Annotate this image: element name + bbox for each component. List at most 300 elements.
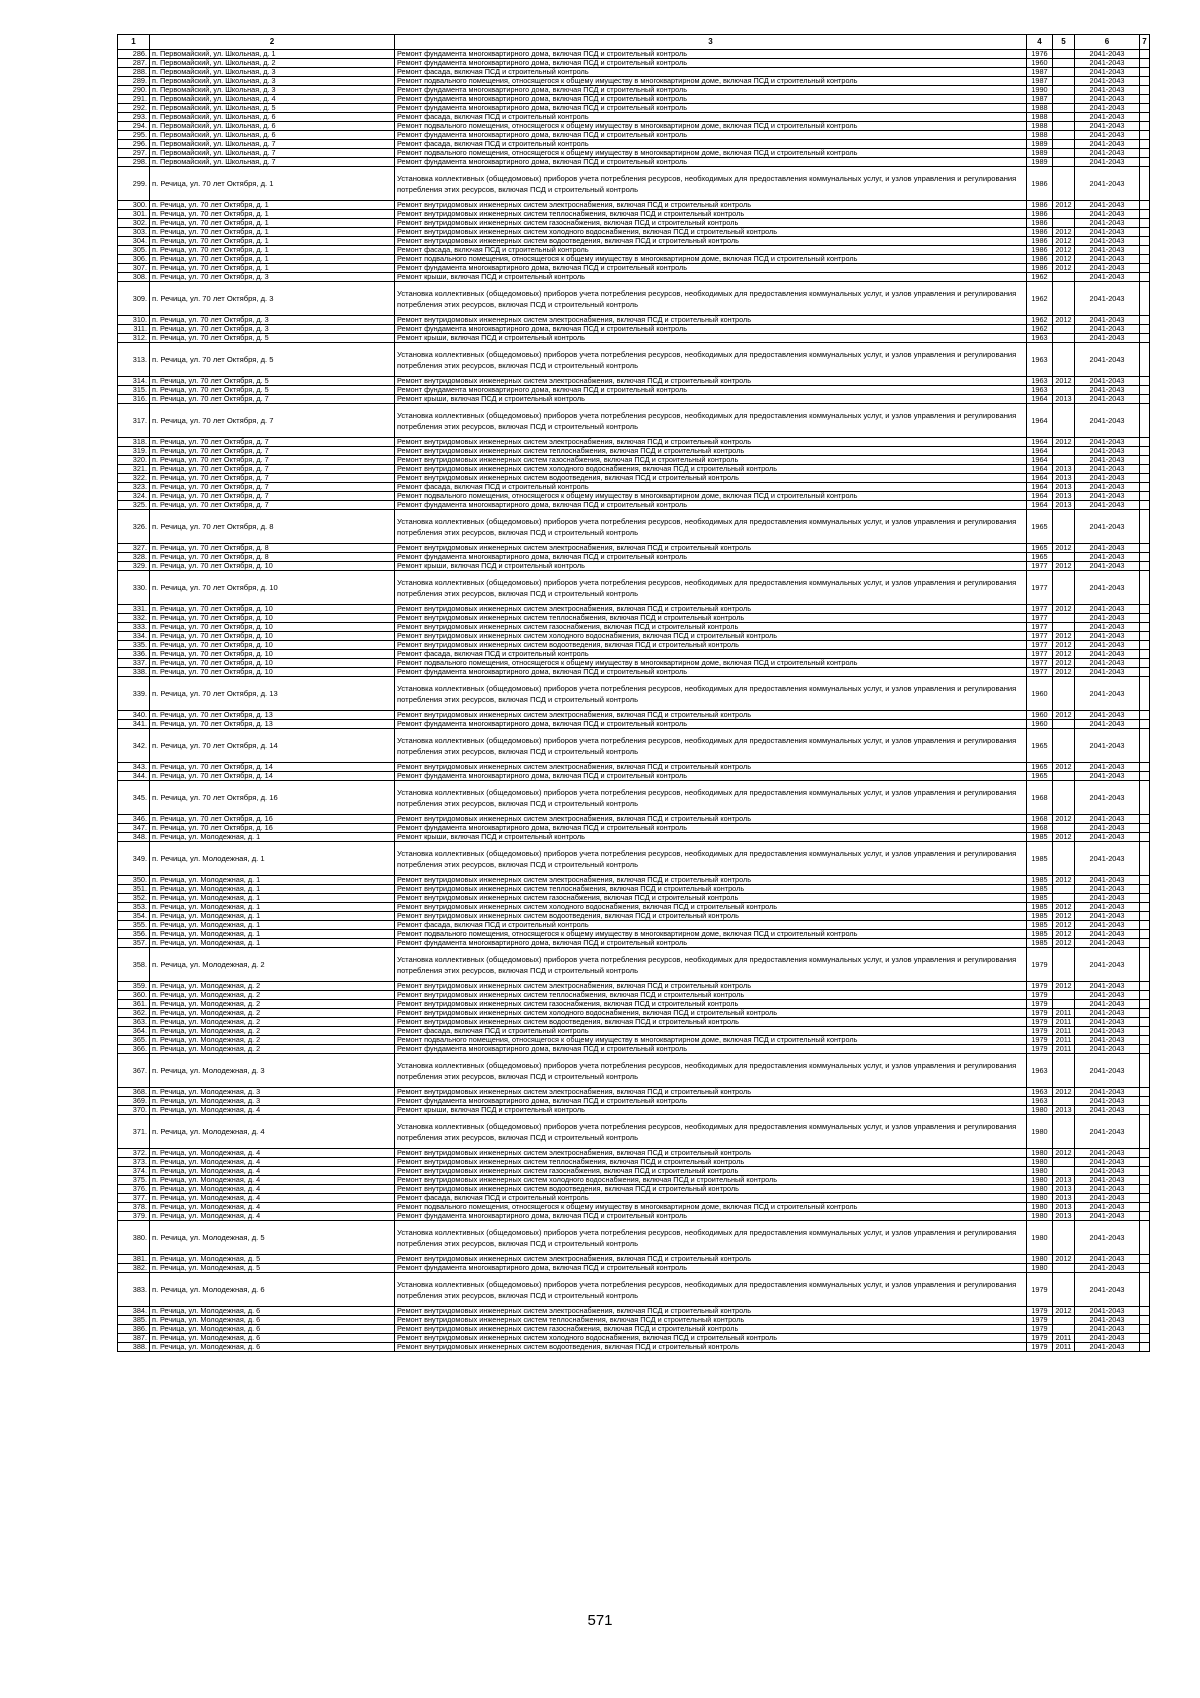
row-last-repair-year (1053, 614, 1075, 623)
row-work-type: Ремонт фасада, включая ПСД и строительный контроль (395, 68, 1027, 77)
row-work-type: Ремонт фундамента многоквартирного дома, включая ПСД и строительный контроль (395, 1097, 1027, 1106)
row-last-repair-year (1053, 571, 1075, 605)
row-planned-period: 2041-2043 (1075, 921, 1140, 930)
row-col-7 (1140, 113, 1150, 122)
row-work-type: Ремонт фундамента многоквартирного дома, включая ПСД и строительный контроль (395, 264, 1027, 273)
row-work-type: Ремонт внутридомовых инженерных систем электроснабжения, включая ПСД и строительный контроль (395, 876, 1027, 885)
row-last-repair-year: 2011 (1053, 1036, 1075, 1045)
row-number: 357. (118, 939, 150, 948)
row-number: 385. (118, 1316, 150, 1325)
row-number: 338. (118, 668, 150, 677)
table-row (118, 1255, 1150, 1264)
row-last-repair-year: 2011 (1053, 1045, 1075, 1054)
row-number: 308. (118, 273, 150, 282)
row-last-repair-year: 2012 (1053, 237, 1075, 246)
row-number: 371. (118, 1115, 150, 1149)
row-address: п. Речица, ул. 70 лет Октября, д. 7 (150, 404, 395, 438)
table-row (118, 95, 1150, 104)
row-address: п. Речица, ул. Молодежная, д. 3 (150, 1054, 395, 1088)
table-row (118, 948, 1150, 982)
row-planned-period: 2041-2043 (1075, 113, 1140, 122)
table-row (118, 104, 1150, 113)
row-year-built: 1979 (1027, 1009, 1053, 1018)
row-planned-period: 2041-2043 (1075, 1115, 1140, 1149)
row-planned-period: 2041-2043 (1075, 447, 1140, 456)
row-address: п. Первомайский, ул. Школьная, д. 6 (150, 122, 395, 131)
row-planned-period: 2041-2043 (1075, 59, 1140, 68)
row-planned-period: 2041-2043 (1075, 334, 1140, 343)
row-year-built: 1963 (1027, 1097, 1053, 1106)
row-last-repair-year (1053, 729, 1075, 763)
row-col-7 (1140, 1054, 1150, 1088)
row-address: п. Речица, ул. Молодежная, д. 3 (150, 1088, 395, 1097)
row-last-repair-year: 2013 (1053, 1176, 1075, 1185)
row-work-type: Ремонт фасада, включая ПСД и строительный контроль (395, 113, 1027, 122)
row-address: п. Речица, ул. Молодежная, д. 5 (150, 1221, 395, 1255)
row-address: п. Речица, ул. Молодежная, д. 2 (150, 982, 395, 991)
row-last-repair-year (1053, 720, 1075, 729)
row-planned-period: 2041-2043 (1075, 605, 1140, 614)
row-col-7 (1140, 562, 1150, 571)
row-number: 311. (118, 325, 150, 334)
table-row (118, 815, 1150, 824)
table-row (118, 632, 1150, 641)
row-year-built: 1962 (1027, 282, 1053, 316)
row-number: 316. (118, 395, 150, 404)
row-planned-period: 2041-2043 (1075, 404, 1140, 438)
row-col-7 (1140, 404, 1150, 438)
row-number: 372. (118, 1149, 150, 1158)
row-planned-period: 2041-2043 (1075, 149, 1140, 158)
row-col-7 (1140, 1221, 1150, 1255)
row-address: п. Речица, ул. 70 лет Октября, д. 3 (150, 325, 395, 334)
table-row (118, 210, 1150, 219)
row-col-7 (1140, 483, 1150, 492)
table-row (118, 201, 1150, 210)
row-planned-period: 2041-2043 (1075, 201, 1140, 210)
row-number: 348. (118, 833, 150, 842)
row-col-7 (1140, 1027, 1150, 1036)
row-address: п. Речица, ул. 70 лет Октября, д. 1 (150, 219, 395, 228)
row-last-repair-year (1053, 677, 1075, 711)
table-row (118, 158, 1150, 167)
table-row (118, 492, 1150, 501)
row-address: п. Речица, ул. 70 лет Октября, д. 3 (150, 316, 395, 325)
row-last-repair-year: 2012 (1053, 246, 1075, 255)
row-last-repair-year (1053, 1054, 1075, 1088)
row-work-type: Ремонт подвального помещения, относящегося к общему имуществу в многоквартирном доме, включая ПСД и строительный контроль (395, 122, 1027, 131)
row-planned-period: 2041-2043 (1075, 991, 1140, 1000)
row-col-7 (1140, 605, 1150, 614)
row-planned-period: 2041-2043 (1075, 876, 1140, 885)
table-row (118, 1018, 1150, 1027)
row-year-built: 1988 (1027, 131, 1053, 140)
row-year-built: 1977 (1027, 668, 1053, 677)
table-row (118, 1325, 1150, 1334)
row-number: 299. (118, 167, 150, 201)
row-work-type: Ремонт внутридомовых инженерных систем холодного водоснабжения, включая ПСД и строительный контроль (395, 903, 1027, 912)
row-work-type: Ремонт фундамента многоквартирного дома, включая ПСД и строительный контроль (395, 772, 1027, 781)
row-last-repair-year: 2011 (1053, 1027, 1075, 1036)
row-number: 331. (118, 605, 150, 614)
row-planned-period: 2041-2043 (1075, 824, 1140, 833)
row-col-7 (1140, 86, 1150, 95)
table-row (118, 1203, 1150, 1212)
table-row (118, 377, 1150, 386)
row-number: 295. (118, 131, 150, 140)
row-address: п. Речица, ул. 70 лет Октября, д. 7 (150, 395, 395, 404)
row-number: 304. (118, 237, 150, 246)
row-last-repair-year (1053, 122, 1075, 131)
row-address: п. Речица, ул. 70 лет Октября, д. 7 (150, 438, 395, 447)
row-planned-period: 2041-2043 (1075, 86, 1140, 95)
table-row (118, 1221, 1150, 1255)
table-row (118, 1000, 1150, 1009)
row-last-repair-year (1053, 386, 1075, 395)
table-row (118, 824, 1150, 833)
row-last-repair-year: 2012 (1053, 201, 1075, 210)
row-year-built: 1962 (1027, 316, 1053, 325)
row-last-repair-year (1053, 210, 1075, 219)
row-work-type: Ремонт внутридомовых инженерных систем газоснабжения, включая ПСД и строительный контроль (395, 623, 1027, 632)
row-number: 379. (118, 1212, 150, 1221)
row-number: 345. (118, 781, 150, 815)
row-planned-period: 2041-2043 (1075, 77, 1140, 86)
row-work-type: Ремонт крыши, включая ПСД и строительный контроль (395, 833, 1027, 842)
row-last-repair-year: 2013 (1053, 465, 1075, 474)
row-work-type: Ремонт внутридомовых инженерных систем теплоснабжения, включая ПСД и строительный контроль (395, 991, 1027, 1000)
row-number: 317. (118, 404, 150, 438)
row-number: 373. (118, 1158, 150, 1167)
row-col-7 (1140, 815, 1150, 824)
row-number: 315. (118, 386, 150, 395)
row-address: п. Первомайский, ул. Школьная, д. 2 (150, 59, 395, 68)
row-planned-period: 2041-2043 (1075, 650, 1140, 659)
row-address: п. Первомайский, ул. Школьная, д. 6 (150, 113, 395, 122)
row-col-7 (1140, 167, 1150, 201)
table-row (118, 50, 1150, 59)
row-year-built: 1986 (1027, 237, 1053, 246)
row-last-repair-year: 2012 (1053, 939, 1075, 948)
row-year-built: 1968 (1027, 824, 1053, 833)
row-planned-period: 2041-2043 (1075, 815, 1140, 824)
row-year-built: 1977 (1027, 659, 1053, 668)
row-year-built: 1964 (1027, 447, 1053, 456)
row-year-built: 1964 (1027, 456, 1053, 465)
row-address: п. Речица, ул. 70 лет Октября, д. 16 (150, 815, 395, 824)
row-col-7 (1140, 59, 1150, 68)
row-last-repair-year: 2011 (1053, 1018, 1075, 1027)
row-col-7 (1140, 659, 1150, 668)
row-planned-period: 2041-2043 (1075, 1158, 1140, 1167)
row-last-repair-year: 2012 (1053, 641, 1075, 650)
row-year-built: 1960 (1027, 677, 1053, 711)
row-col-7 (1140, 894, 1150, 903)
table-row (118, 501, 1150, 510)
row-last-repair-year (1053, 447, 1075, 456)
row-col-7 (1140, 131, 1150, 140)
row-last-repair-year (1053, 1221, 1075, 1255)
row-year-built: 1980 (1027, 1255, 1053, 1264)
header-col-1: 1 (118, 35, 150, 50)
row-address: п. Речица, ул. Молодежная, д. 2 (150, 1009, 395, 1018)
row-work-type: Ремонт крыши, включая ПСД и строительный контроль (395, 1106, 1027, 1115)
row-year-built: 1979 (1027, 1343, 1053, 1352)
row-planned-period: 2041-2043 (1075, 474, 1140, 483)
row-year-built: 1980 (1027, 1167, 1053, 1176)
row-last-repair-year (1053, 158, 1075, 167)
row-planned-period: 2041-2043 (1075, 316, 1140, 325)
row-last-repair-year (1053, 113, 1075, 122)
row-last-repair-year: 2012 (1053, 438, 1075, 447)
table-row (118, 885, 1150, 894)
row-last-repair-year (1053, 991, 1075, 1000)
row-col-7 (1140, 1158, 1150, 1167)
table-row (118, 939, 1150, 948)
row-year-built: 1965 (1027, 553, 1053, 562)
row-number: 386. (118, 1325, 150, 1334)
row-planned-period: 2041-2043 (1075, 465, 1140, 474)
row-col-7 (1140, 343, 1150, 377)
row-work-type: Ремонт внутридомовых инженерных систем холодного водоснабжения, включая ПСД и строительный контроль (395, 1334, 1027, 1343)
row-last-repair-year (1053, 219, 1075, 228)
row-planned-period: 2041-2043 (1075, 1036, 1140, 1045)
row-planned-period: 2041-2043 (1075, 395, 1140, 404)
row-number: 322. (118, 474, 150, 483)
row-address: п. Речица, ул. 70 лет Октября, д. 5 (150, 377, 395, 386)
row-planned-period: 2041-2043 (1075, 1273, 1140, 1307)
row-last-repair-year: 2012 (1053, 763, 1075, 772)
row-address: п. Речица, ул. 70 лет Октября, д. 14 (150, 729, 395, 763)
row-last-repair-year: 2012 (1053, 668, 1075, 677)
register-sheet (117, 34, 1149, 1352)
row-col-7 (1140, 104, 1150, 113)
row-address: п. Речица, ул. Молодежная, д. 1 (150, 876, 395, 885)
row-work-type: Ремонт внутридомовых инженерных систем холодного водоснабжения, включая ПСД и строительный контроль (395, 1176, 1027, 1185)
row-year-built: 1960 (1027, 720, 1053, 729)
row-work-type: Ремонт фасада, включая ПСД и строительный контроль (395, 483, 1027, 492)
row-planned-period: 2041-2043 (1075, 912, 1140, 921)
row-last-repair-year: 2012 (1053, 1149, 1075, 1158)
row-planned-period: 2041-2043 (1075, 833, 1140, 842)
row-col-7 (1140, 273, 1150, 282)
row-last-repair-year (1053, 1325, 1075, 1334)
row-last-repair-year: 2012 (1053, 316, 1075, 325)
row-planned-period: 2041-2043 (1075, 1264, 1140, 1273)
row-address: п. Речица, ул. Молодежная, д. 1 (150, 833, 395, 842)
row-address: п. Речица, ул. Молодежная, д. 6 (150, 1343, 395, 1352)
table-row (118, 1273, 1150, 1307)
row-work-type: Ремонт внутридомовых инженерных систем электроснабжения, включая ПСД и строительный контроль (395, 1307, 1027, 1316)
row-last-repair-year: 2012 (1053, 876, 1075, 885)
row-address: п. Речица, ул. Молодежная, д. 4 (150, 1149, 395, 1158)
row-number: 303. (118, 228, 150, 237)
row-planned-period: 2041-2043 (1075, 1106, 1140, 1115)
row-year-built: 1980 (1027, 1149, 1053, 1158)
row-year-built: 1985 (1027, 930, 1053, 939)
row-number: 319. (118, 447, 150, 456)
row-number: 382. (118, 1264, 150, 1273)
row-work-type: Ремонт фундамента многоквартирного дома, включая ПСД и строительный контроль (395, 939, 1027, 948)
row-address: п. Речица, ул. Молодежная, д. 2 (150, 991, 395, 1000)
row-year-built: 1988 (1027, 104, 1053, 113)
row-number: 340. (118, 711, 150, 720)
row-planned-period: 2041-2043 (1075, 1097, 1140, 1106)
row-year-built: 1979 (1027, 1036, 1053, 1045)
row-last-repair-year: 2011 (1053, 1009, 1075, 1018)
row-work-type: Установка коллективных (общедомовых) приборов учета потребления ресурсов, необходимых для предоставления коммунальных услуг, и узлов управления и регулирования потребления этих ресурсов, включая ПСД и строительный контроль (395, 571, 1027, 605)
table-row (118, 1176, 1150, 1185)
row-address: п. Речица, ул. 70 лет Октября, д. 10 (150, 659, 395, 668)
table-row (118, 219, 1150, 228)
row-planned-period: 2041-2043 (1075, 1194, 1140, 1203)
row-year-built: 1986 (1027, 219, 1053, 228)
table-row (118, 113, 1150, 122)
row-address: п. Первомайский, ул. Школьная, д. 3 (150, 77, 395, 86)
table-row (118, 86, 1150, 95)
row-work-type: Ремонт фундамента многоквартирного дома, включая ПСД и строительный контроль (395, 104, 1027, 113)
row-number: 323. (118, 483, 150, 492)
row-address: п. Речица, ул. 70 лет Октября, д. 13 (150, 677, 395, 711)
row-planned-period: 2041-2043 (1075, 781, 1140, 815)
row-address: п. Речица, ул. Молодежная, д. 1 (150, 842, 395, 876)
row-number: 328. (118, 553, 150, 562)
row-planned-period: 2041-2043 (1075, 456, 1140, 465)
row-last-repair-year: 2013 (1053, 1212, 1075, 1221)
row-number: 362. (118, 1009, 150, 1018)
row-address: п. Речица, ул. Молодежная, д. 2 (150, 1036, 395, 1045)
row-number: 350. (118, 876, 150, 885)
row-address: п. Речица, ул. Молодежная, д. 6 (150, 1307, 395, 1316)
row-work-type: Ремонт внутридомовых инженерных систем водоотведения, включая ПСД и строительный контроль (395, 1018, 1027, 1027)
row-work-type: Ремонт фундамента многоквартирного дома, включая ПСД и строительный контроль (395, 668, 1027, 677)
row-number: 334. (118, 632, 150, 641)
row-work-type: Ремонт фундамента многоквартирного дома, включая ПСД и строительный контроль (395, 824, 1027, 833)
row-work-type: Ремонт внутридомовых инженерных систем электроснабжения, включая ПСД и строительный контроль (395, 377, 1027, 386)
row-work-type: Ремонт фундамента многоквартирного дома, включая ПСД и строительный контроль (395, 59, 1027, 68)
row-year-built: 1980 (1027, 1221, 1053, 1255)
row-year-built: 1987 (1027, 77, 1053, 86)
row-work-type: Ремонт внутридомовых инженерных систем теплоснабжения, включая ПСД и строительный контроль (395, 210, 1027, 219)
row-address: п. Речица, ул. Молодежная, д. 1 (150, 903, 395, 912)
row-address: п. Речица, ул. 70 лет Октября, д. 1 (150, 255, 395, 264)
row-year-built: 1979 (1027, 1018, 1053, 1027)
row-number: 388. (118, 1343, 150, 1352)
row-work-type: Ремонт фасада, включая ПСД и строительный контроль (395, 650, 1027, 659)
row-planned-period: 2041-2043 (1075, 104, 1140, 113)
row-last-repair-year (1053, 1097, 1075, 1106)
row-work-type: Ремонт внутридомовых инженерных систем электроснабжения, включая ПСД и строительный контроль (395, 763, 1027, 772)
row-address: п. Первомайский, ул. Школьная, д. 7 (150, 140, 395, 149)
row-col-7 (1140, 939, 1150, 948)
row-col-7 (1140, 1000, 1150, 1009)
row-year-built: 1977 (1027, 623, 1053, 632)
row-last-repair-year (1053, 343, 1075, 377)
table-row (118, 1036, 1150, 1045)
row-year-built: 1979 (1027, 991, 1053, 1000)
row-last-repair-year (1053, 772, 1075, 781)
row-year-built: 1980 (1027, 1194, 1053, 1203)
row-address: п. Речица, ул. Молодежная, д. 6 (150, 1334, 395, 1343)
row-number: 377. (118, 1194, 150, 1203)
row-address: п. Речица, ул. Молодежная, д. 1 (150, 939, 395, 948)
row-work-type: Ремонт внутридомовых инженерных систем газоснабжения, включая ПСД и строительный контроль (395, 1325, 1027, 1334)
row-address: п. Речица, ул. 70 лет Октября, д. 10 (150, 632, 395, 641)
row-planned-period: 2041-2043 (1075, 343, 1140, 377)
row-number: 300. (118, 201, 150, 210)
row-number: 292. (118, 104, 150, 113)
row-address: п. Речица, ул. Молодежная, д. 2 (150, 1000, 395, 1009)
row-address: п. Речица, ул. 70 лет Октября, д. 7 (150, 483, 395, 492)
row-year-built: 1965 (1027, 544, 1053, 553)
row-work-type: Ремонт внутридомовых инженерных систем газоснабжения, включая ПСД и строительный контроль (395, 456, 1027, 465)
row-year-built: 1980 (1027, 1212, 1053, 1221)
row-col-7 (1140, 246, 1150, 255)
row-last-repair-year: 2012 (1053, 912, 1075, 921)
row-col-7 (1140, 876, 1150, 885)
row-work-type: Ремонт внутридомовых инженерных систем электроснабжения, включая ПСД и строительный контроль (395, 815, 1027, 824)
row-address: п. Речица, ул. 70 лет Октября, д. 5 (150, 334, 395, 343)
row-year-built: 1965 (1027, 729, 1053, 763)
table-row (118, 483, 1150, 492)
row-col-7 (1140, 149, 1150, 158)
table-row (118, 1106, 1150, 1115)
row-year-built: 1964 (1027, 395, 1053, 404)
row-number: 378. (118, 1203, 150, 1212)
row-planned-period: 2041-2043 (1075, 1000, 1140, 1009)
row-number: 291. (118, 95, 150, 104)
row-col-7 (1140, 1115, 1150, 1149)
row-last-repair-year (1053, 456, 1075, 465)
row-year-built: 1986 (1027, 255, 1053, 264)
header-col-5: 5 (1053, 35, 1075, 50)
row-year-built: 1980 (1027, 1176, 1053, 1185)
row-year-built: 1980 (1027, 1106, 1053, 1115)
row-number: 302. (118, 219, 150, 228)
table-row (118, 605, 1150, 614)
row-work-type: Установка коллективных (общедомовых) приборов учета потребления ресурсов, необходимых для предоставления коммунальных услуг, и узлов управления и регулирования потребления этих ресурсов, включая ПСД и строительный контроль (395, 1054, 1027, 1088)
row-address: п. Речица, ул. Молодежная, д. 4 (150, 1176, 395, 1185)
row-address: п. Речица, ул. 70 лет Октября, д. 8 (150, 544, 395, 553)
row-work-type: Ремонт крыши, включая ПСД и строительный контроль (395, 334, 1027, 343)
table-row (118, 1027, 1150, 1036)
row-last-repair-year (1053, 273, 1075, 282)
row-col-7 (1140, 632, 1150, 641)
row-year-built: 1985 (1027, 842, 1053, 876)
row-col-7 (1140, 729, 1150, 763)
row-address: п. Первомайский, ул. Школьная, д. 4 (150, 95, 395, 104)
row-work-type: Ремонт внутридомовых инженерных систем электроснабжения, включая ПСД и строительный контроль (395, 982, 1027, 991)
row-work-type: Ремонт крыши, включая ПСД и строительный контроль (395, 562, 1027, 571)
table-row (118, 404, 1150, 438)
row-last-repair-year: 2012 (1053, 650, 1075, 659)
row-number: 346. (118, 815, 150, 824)
row-planned-period: 2041-2043 (1075, 763, 1140, 772)
row-address: п. Речица, ул. 70 лет Октября, д. 5 (150, 386, 395, 395)
row-year-built: 1987 (1027, 68, 1053, 77)
row-address: п. Речица, ул. Молодежная, д. 2 (150, 1027, 395, 1036)
row-number: 288. (118, 68, 150, 77)
row-work-type: Ремонт внутридомовых инженерных систем водоотведения, включая ПСД и строительный контроль (395, 912, 1027, 921)
row-work-type: Ремонт фундамента многоквартирного дома, включая ПСД и строительный контроль (395, 1045, 1027, 1054)
row-last-repair-year (1053, 553, 1075, 562)
row-last-repair-year: 2012 (1053, 562, 1075, 571)
table-row (118, 1212, 1150, 1221)
row-year-built: 1977 (1027, 571, 1053, 605)
row-number: 318. (118, 438, 150, 447)
table-row (118, 1115, 1150, 1149)
header-col-2: 2 (150, 35, 395, 50)
